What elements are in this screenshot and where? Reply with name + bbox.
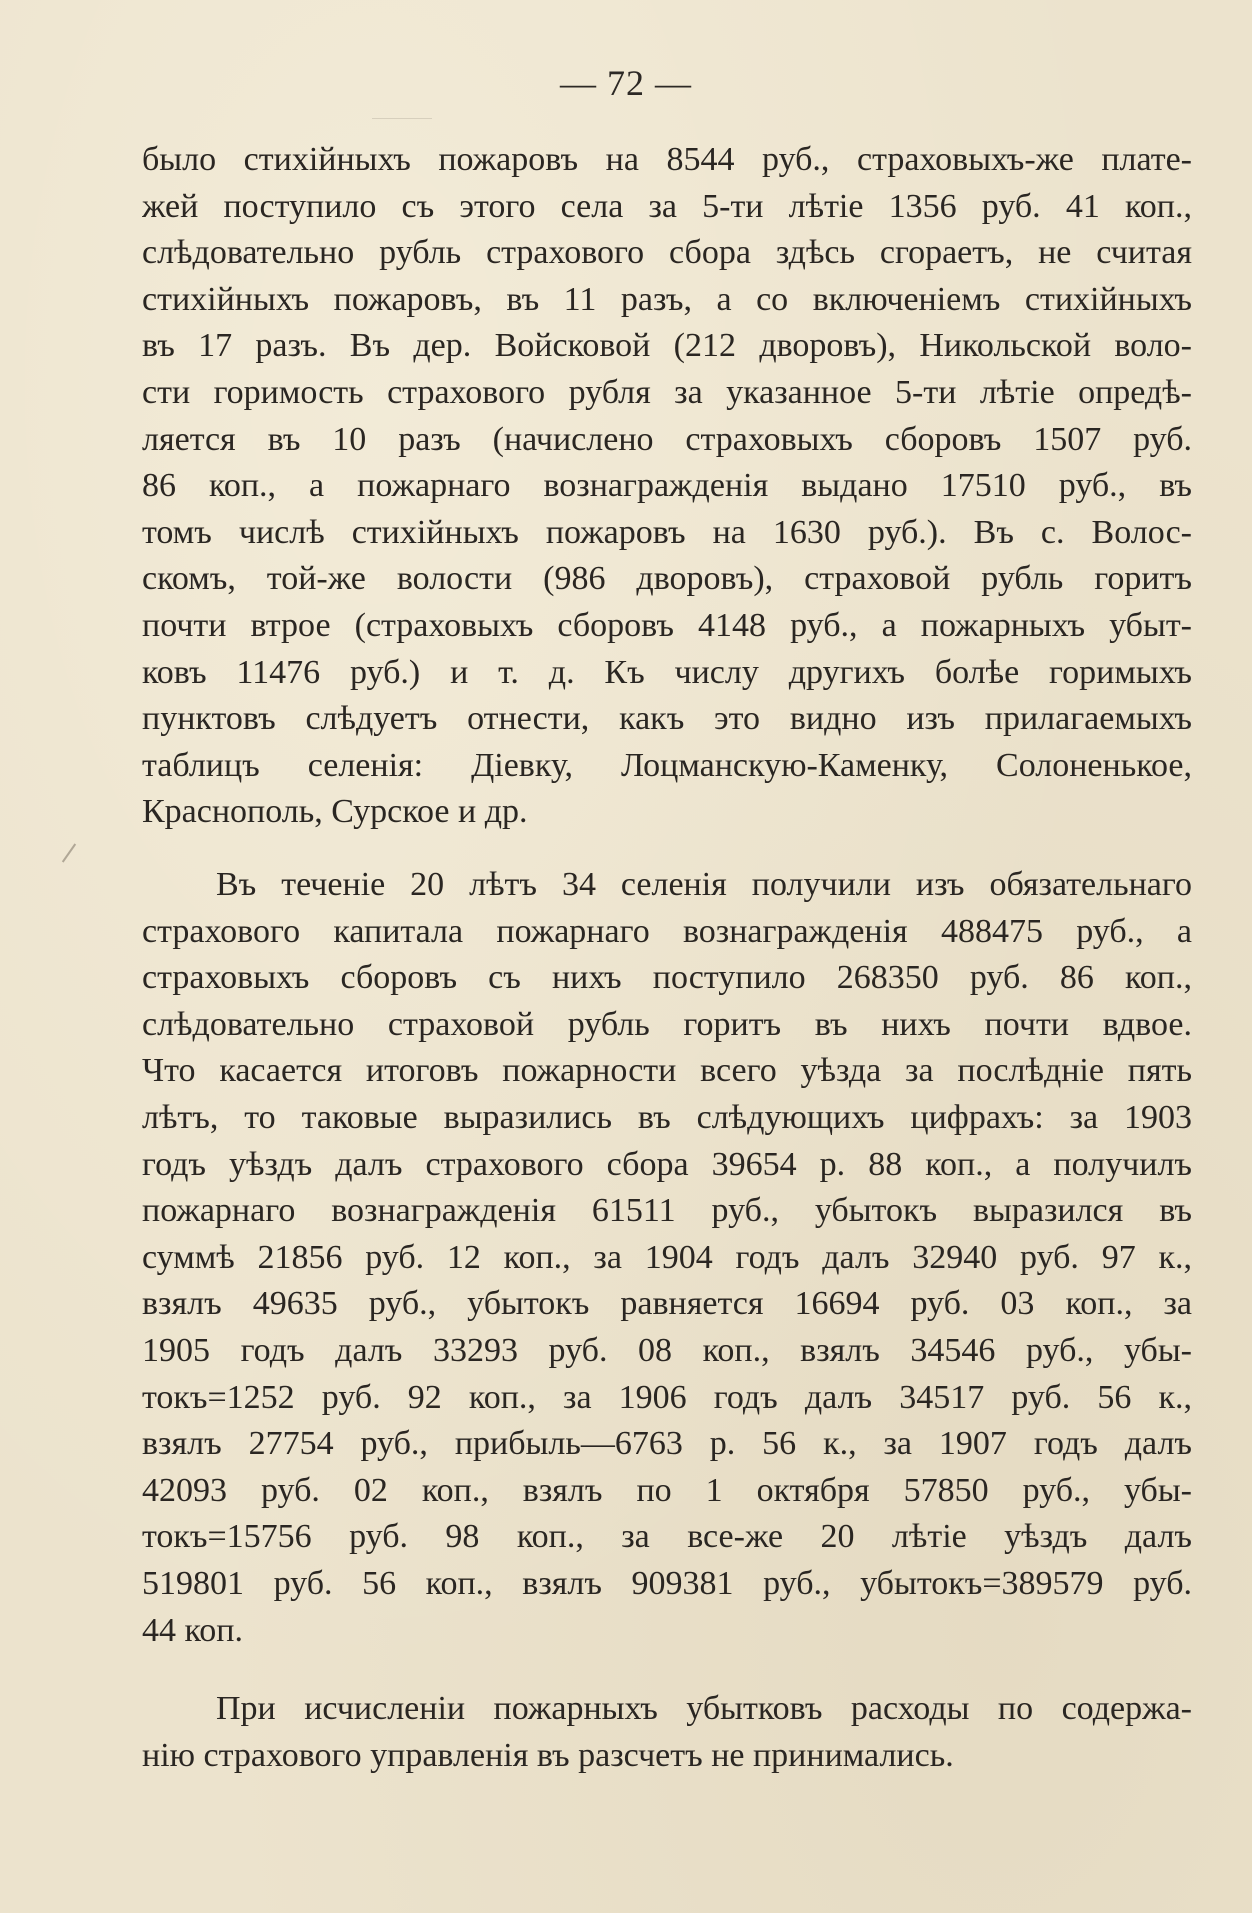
text-line: стихiйныхъ пожаровъ, въ 11 разъ, а со включенiемъ стихiйныхъ: [142, 280, 1192, 318]
text-line: нiю страхового управленiя въ разсчетъ не принимались.: [142, 1736, 954, 1774]
text-line: Что касается итоговъ пожарности всего уѣзда за послѣднiе пять: [142, 1052, 1192, 1090]
text-line: пунктовъ слѣдуетъ отнести, какъ это видно изъ прилагаемыхъ: [142, 700, 1192, 738]
text-line: 44 коп.: [142, 1611, 243, 1649]
text-line: Въ теченiе 20 лѣтъ 34 селенiя получили изъ обязательнаго: [216, 866, 1192, 903]
text-line: 1905 годъ далъ 33293 руб. 08 коп., взялъ 34546 руб., убы-: [142, 1331, 1192, 1369]
text-line: годъ уѣздъ далъ страхового сбора 39654 р. 88 коп., а получилъ: [142, 1145, 1192, 1183]
text-line: жей поступило съ этого села за 5-ти лѣтiе 1356 руб. 41 коп.,: [142, 187, 1192, 225]
text-line: токъ=15756 руб. 98 коп., за все-же 20 лѣтiе уѣздъ далъ: [142, 1518, 1192, 1556]
paragraph-1: [142, 137, 1192, 836]
text-line: При исчисленiи пожарныхъ убытковъ расходы по содержа-: [216, 1690, 1192, 1727]
paragraph-2: [142, 862, 1192, 1654]
text-line: ляется въ 10 разъ (начислено страховыхъ сборовъ 1507 руб.: [142, 420, 1192, 458]
text-line: слѣдовательно рубль страхового сбора здѣсь сгораетъ, не считая: [142, 234, 1192, 272]
text-line: въ 17 разъ. Въ дер. Войсковой (212 дворовъ), Никольской воло-: [142, 327, 1192, 365]
text-line: 86 коп., а пожарнаго вознагражденiя выдано 17510 руб., въ: [142, 467, 1192, 505]
text-line: 519801 руб. 56 коп., взялъ 909381 руб., убытокъ=389579 руб.: [142, 1564, 1192, 1602]
text-line: 42093 руб. 02 коп., взялъ по 1 октября 57850 руб., убы-: [142, 1471, 1192, 1509]
text-line: взялъ 27754 руб., прибыль—6763 р. 56 к., за 1907 годъ далъ: [142, 1425, 1192, 1463]
text-line: почти втрое (страховыхъ сборовъ 4148 руб., а пожарныхъ убыт-: [142, 606, 1192, 644]
text-line: токъ=1252 руб. 92 коп., за 1906 годъ далъ 34517 руб. 56 к.,: [142, 1378, 1192, 1416]
text-line: сти горимость страхового рубля за указанное 5-ти лѣтiе опредѣ-: [142, 373, 1192, 411]
text-line: томъ числѣ стихiйныхъ пожаровъ на 1630 руб.). Въ с. Волос-: [142, 513, 1192, 551]
page-number: — 72 —: [560, 63, 692, 103]
scan-mark: [372, 118, 432, 119]
text-line: лѣтъ, то таковые выразились въ слѣдующихъ цифрахъ: за 1903: [142, 1098, 1192, 1136]
text-line: страховыхъ сборовъ съ нихъ поступило 268350 руб. 86 коп.,: [142, 959, 1192, 997]
paragraph-3: [142, 1686, 1192, 1779]
text-line: пожарнаго вознагражденiя 61511 руб., убытокъ выразился въ: [142, 1192, 1192, 1230]
text-line: было стихiйныхъ пожаровъ на 8544 руб., страховыхъ-же плате-: [142, 141, 1192, 178]
text-line: скомъ, той-же волости (986 дворовъ), страховой рубль горитъ: [142, 560, 1192, 598]
scan-mark: [62, 843, 76, 862]
text-line: Краснополь, Сурское и др.: [142, 793, 528, 831]
text-line: слѣдовательно страховой рубль горитъ въ нихъ почти вдвое.: [142, 1005, 1192, 1043]
text-line: взялъ 49635 руб., убытокъ равняется 16694 руб. 03 коп., за: [142, 1285, 1192, 1323]
text-line: ковъ 11476 руб.) и т. д. Къ числу другихъ болѣе горимыхъ: [142, 653, 1192, 691]
text-line: суммѣ 21856 руб. 12 коп., за 1904 годъ далъ 32940 руб. 97 к.,: [142, 1238, 1192, 1276]
text-line: страхового капитала пожарнаго вознагражденiя 488475 руб., а: [142, 912, 1192, 950]
text-line: таблицъ селенiя: Дiевку, Лоцманскую-Каменку, Солоненькое,: [142, 746, 1192, 784]
